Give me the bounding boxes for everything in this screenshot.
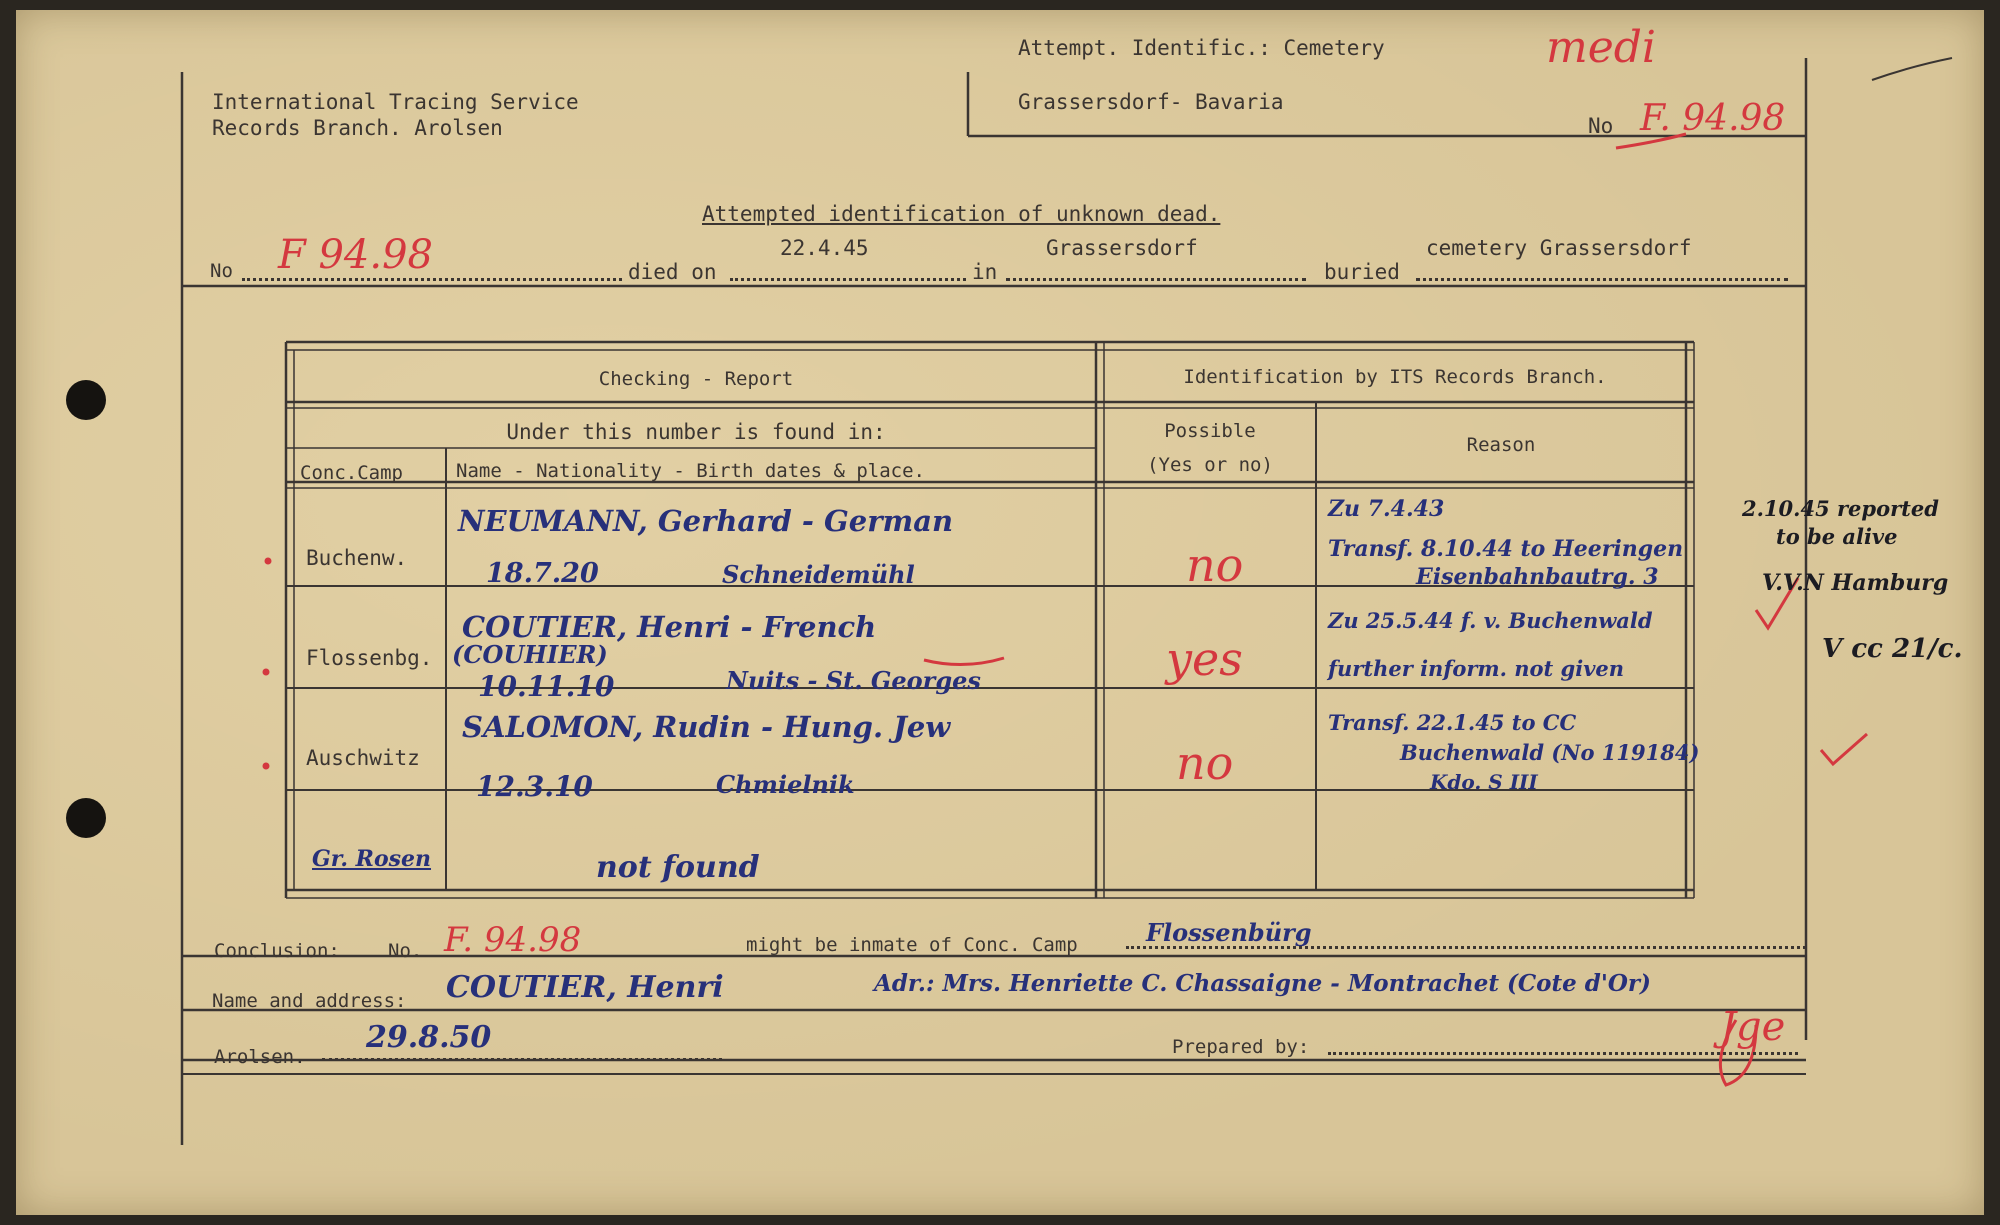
row3-reason-line1: Transf. 22.1.45 to CC — [1328, 710, 1577, 735]
row3-camp: Auschwitz — [306, 746, 420, 770]
header-no-value: F. 94.98 — [1640, 98, 1786, 139]
row2-alias: (COUHIER) — [452, 640, 608, 669]
row3-reason-line3: Kdo. S III — [1430, 770, 1538, 794]
col-name-header: Name - Nationality - Birth dates & place. — [456, 460, 925, 482]
row1-birth-place: Schneidemühl — [722, 560, 915, 589]
col-possible-header-2: (Yes or no) — [1147, 454, 1273, 476]
address-value: Adr.: Mrs. Henriette C. Chassaigne - Montrachet (Cote d'Or) — [874, 970, 1651, 997]
buried-value: cemetery Grassersdorf — [1426, 236, 1692, 260]
row2-possible: yes — [1166, 632, 1243, 686]
row2-reason-line2: further inform. not given — [1328, 656, 1625, 681]
row1-reason-line2: Transf. 8.10.44 to Heeringen — [1328, 536, 1684, 562]
row3-name-line1: SALOMON, Rudin - Hung. Jew — [462, 710, 951, 744]
conclusion-camp-value: Flossenbürg — [1146, 918, 1312, 947]
red-stamp-mark: medi — [1546, 22, 1656, 73]
in-dots — [1006, 278, 1306, 281]
record-no-label: No — [210, 260, 233, 282]
conclusion-label: Conclusion: — [214, 940, 340, 962]
row1-reason-line3: Eisenbahnbautrg. 3 — [1416, 564, 1659, 590]
form-rules — [16, 10, 1984, 1215]
attempt-line-2: Grassersdorf- Bavaria — [1018, 90, 1284, 114]
prepared-dots — [1328, 1052, 1798, 1055]
margin-note-line3: V.V.N Hamburg — [1762, 570, 1949, 596]
identification-header: Identification by ITS Records Branch. — [1183, 366, 1607, 388]
org-line-1: International Tracing Service — [212, 90, 579, 114]
row1-name-line1: NEUMANN, Gerhard - German — [458, 504, 954, 538]
conclusion-might-be: might be inmate of Conc. Camp — [746, 934, 1078, 956]
conclusion-dots — [1126, 946, 1806, 949]
died-value: 22.4.45 — [780, 236, 869, 260]
row2-name-line1: COUTIER, Henri - French — [462, 610, 877, 644]
row3-reason-line2: Buchenwald (No 119184) — [1400, 740, 1700, 765]
row3-birth-place: Chmielnik — [716, 770, 855, 799]
row3-possible: no — [1176, 736, 1234, 790]
margin-note-2: V cc 21/c. — [1822, 634, 1963, 664]
buried-dots — [1416, 278, 1788, 281]
row1-reason-line1: Zu 7.4.43 — [1328, 496, 1445, 522]
conclusion-no-label: No. — [388, 940, 423, 962]
footer-date-dots — [322, 1058, 722, 1061]
under-number-header: Under this number is found in: — [506, 420, 886, 444]
row1-camp: Buchenw. — [306, 546, 408, 570]
record-no-dots — [242, 278, 622, 281]
row2-birth-place: Nuits - St. Georges — [726, 666, 981, 695]
row2-camp: Flossenbg. — [306, 646, 433, 670]
name-address-label: Name and address: — [212, 990, 407, 1012]
in-label: in — [972, 260, 998, 284]
row1-possible: no — [1186, 538, 1244, 592]
col-reason-header: Reason — [1466, 434, 1536, 456]
row2-reason-line1: Zu 25.5.44 f. v. Buchenwald — [1328, 608, 1653, 633]
form-title: Attempted identification of unknown dead. — [702, 202, 1221, 226]
record-card — [16, 10, 1984, 1215]
name-value: COUTIER, Henri — [446, 970, 724, 1005]
arolsen-label: Arolsen. — [214, 1046, 306, 1068]
buried-label: buried — [1324, 260, 1400, 284]
header-no-label: No — [1588, 114, 1614, 138]
prepared-label: Prepared by: — [1172, 1036, 1310, 1058]
died-label: died on — [628, 260, 717, 284]
died-dots — [730, 278, 966, 281]
conclusion-no-value: F. 94.98 — [444, 920, 582, 960]
prepared-initials: Jge — [1720, 1004, 1786, 1050]
attempt-line-1: Attempt. Identific.: Cemetery — [1018, 36, 1385, 60]
col-camp-header: Conc.Camp — [300, 462, 403, 484]
row3-birth-date: 12.3.10 — [476, 770, 593, 803]
row1-birth-date: 18.7.20 — [486, 558, 599, 589]
row4-not-found: not found — [596, 850, 760, 885]
footer-date: 29.8.50 — [366, 1020, 492, 1055]
row2-birth-date: 10.11.10 — [478, 670, 615, 703]
margin-note-line1: 2.10.45 reported — [1742, 496, 1939, 521]
org-line-2: Records Branch. Arolsen — [212, 116, 503, 140]
checking-report-header: Checking - Report — [598, 368, 794, 390]
in-value: Grassersdorf — [1046, 236, 1198, 260]
record-no-value: F 94.98 — [278, 232, 433, 278]
row4-camp: Gr. Rosen — [312, 846, 432, 872]
col-possible-header-1: Possible — [1164, 420, 1256, 442]
margin-note-line2: to be alive — [1776, 524, 1898, 549]
